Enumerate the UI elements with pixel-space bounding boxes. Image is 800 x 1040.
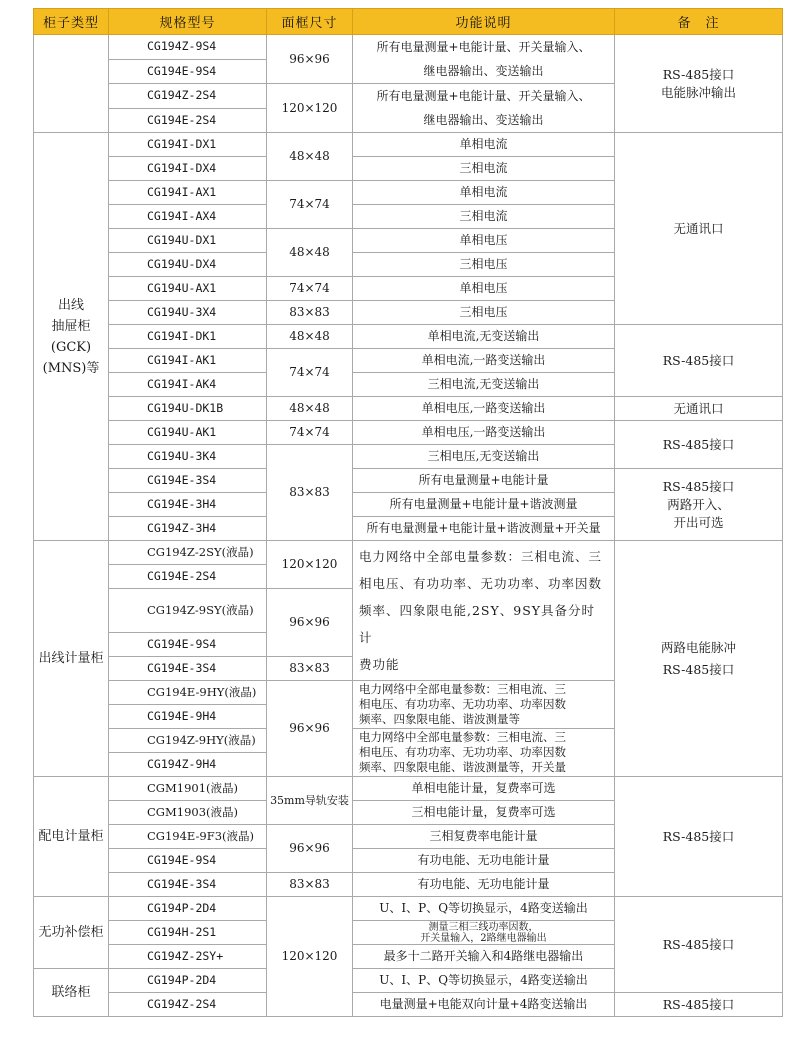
model-cell: CG194Z-2S4 xyxy=(109,84,267,109)
size-cell: 48×48 xyxy=(267,133,353,181)
model-cell: CG194U-3X4 xyxy=(109,301,267,325)
function-cell: U、I、P、Q等切换显示，4路变送输出 xyxy=(353,969,615,993)
table-row xyxy=(34,421,783,445)
model-cell: CG194E-3H4 xyxy=(109,493,267,517)
model-cell: CG194I-AK1 xyxy=(109,349,267,373)
size-cell: 120×120 xyxy=(267,84,353,133)
model-cell: CG194I-DX1 xyxy=(109,133,267,157)
model-cell: CG194E-3S4 xyxy=(109,873,267,897)
model-cell: CG194E-9S4 xyxy=(109,633,267,657)
table-row xyxy=(34,35,783,60)
model-cell: CG194E-3S4 xyxy=(109,469,267,493)
model-cell: CG194H-2S1 xyxy=(109,921,267,945)
model-cell: CG194Z-2SY+ xyxy=(109,945,267,969)
model-cell: CG194Z-9HY(液晶) xyxy=(109,729,267,753)
function-cell: 电力网络中全部电量参数：三相电流、三 相电压、有功功率、无功功率、功率因数 频率、四象限电能,2SY、9SY具备分时计 费功能 xyxy=(353,541,615,681)
size-cell: 96×96 xyxy=(267,681,353,777)
model-cell: CG194Z-2S4 xyxy=(109,993,267,1017)
header-panel-size: 面框尺寸 xyxy=(267,9,353,35)
cabinet-cell xyxy=(34,35,109,133)
model-cell: CG194E-2S4 xyxy=(109,565,267,589)
cabinet-cell: 配电计量柜 xyxy=(34,777,109,897)
function-cell: 所有电量测量+电能计量+谐波测量 xyxy=(353,493,615,517)
model-cell: CG194I-AX4 xyxy=(109,205,267,229)
function-cell: 测量三相三线功率因数， 开关量输入，2路继电器输出 xyxy=(353,921,615,945)
model-cell: CG194Z-3H4 xyxy=(109,517,267,541)
model-cell: CG194Z-9SY(液晶) xyxy=(109,589,267,633)
model-cell: CG194Z-9H4 xyxy=(109,753,267,777)
model-cell: CG194E-9H4 xyxy=(109,705,267,729)
model-cell: CG194Z-9S4 xyxy=(109,35,267,60)
function-cell: 单相电流,一路变送输出 xyxy=(353,349,615,373)
size-cell: 74×74 xyxy=(267,349,353,397)
model-cell: CG194E-2S4 xyxy=(109,108,267,133)
model-cell: CG194E-9F3(液晶) xyxy=(109,825,267,849)
note-cell: 无通讯口 xyxy=(615,397,783,421)
function-cell: 三相电压 xyxy=(353,301,615,325)
model-cell: CGM1901(液晶) xyxy=(109,777,267,801)
function-cell: 单相电流 xyxy=(353,133,615,157)
model-cell: CG194U-3K4 xyxy=(109,445,267,469)
model-cell: CG194E-9HY(液晶) xyxy=(109,681,267,705)
function-cell: 单相电压 xyxy=(353,277,615,301)
function-cell: 三相电能计量，复费率可选 xyxy=(353,801,615,825)
model-cell: CGM1903(液晶) xyxy=(109,801,267,825)
note-cell: RS-485接口 xyxy=(615,325,783,397)
header-row xyxy=(34,9,783,35)
model-cell: CG194U-AK1 xyxy=(109,421,267,445)
size-cell: 83×83 xyxy=(267,657,353,681)
spec-table xyxy=(33,8,783,1017)
cabinet-cell: 出线 抽屉柜 (GCK) (MNS)等 xyxy=(34,133,109,541)
function-cell: 单相电能计量，复费率可选 xyxy=(353,777,615,801)
function-cell: 电量测量+电能双向计量+4路变送输出 xyxy=(353,993,615,1017)
model-cell: CG194I-DX4 xyxy=(109,157,267,181)
table-row xyxy=(34,325,783,349)
function-cell: U、I、P、Q等切换显示，4路变送输出 xyxy=(353,897,615,921)
note-cell: RS-485接口 xyxy=(615,421,783,469)
table-row xyxy=(34,397,783,421)
cabinet-cell: 出线计量柜 xyxy=(34,541,109,777)
size-cell: 96×96 xyxy=(267,35,353,84)
note-cell: RS-485接口 xyxy=(615,993,783,1017)
note-cell: RS-485接口 电能脉冲输出 xyxy=(615,35,783,133)
size-cell: 83×83 xyxy=(267,301,353,325)
function-cell: 单相电流 xyxy=(353,181,615,205)
function-cell: 所有电量测量+电能计量、开关量输入、 继电器输出、变送输出 xyxy=(353,84,615,133)
function-cell: 单相电流,无变送输出 xyxy=(353,325,615,349)
table-row xyxy=(34,993,783,1017)
table-row xyxy=(34,469,783,493)
size-cell: 120×120 xyxy=(267,541,353,589)
function-cell: 三相电流 xyxy=(353,157,615,181)
function-cell: 三相电流 xyxy=(353,205,615,229)
table-row xyxy=(34,777,783,801)
model-cell: CG194P-2D4 xyxy=(109,969,267,993)
model-cell: CG194Z-2SY(液晶) xyxy=(109,541,267,565)
size-cell: 74×74 xyxy=(267,421,353,445)
header-function: 功能说明 xyxy=(353,9,615,35)
size-cell: 74×74 xyxy=(267,181,353,229)
model-cell: CG194E-9S4 xyxy=(109,59,267,84)
model-cell: CG194P-2D4 xyxy=(109,897,267,921)
function-cell: 所有电量测量+电能计量 xyxy=(353,469,615,493)
size-cell: 83×83 xyxy=(267,873,353,897)
note-cell: 两路电能脉冲 RS-485接口 xyxy=(615,541,783,777)
function-cell: 单相电压 xyxy=(353,229,615,253)
function-cell: 最多十二路开关输入和4路继电器输出 xyxy=(353,945,615,969)
table-row xyxy=(34,897,783,921)
function-cell: 三相电流,无变送输出 xyxy=(353,373,615,397)
header-model: 规格型号 xyxy=(109,9,267,35)
table-row xyxy=(34,133,783,157)
note-cell: 无通讯口 xyxy=(615,133,783,325)
model-cell: CG194I-AK4 xyxy=(109,373,267,397)
model-cell: CG194I-DK1 xyxy=(109,325,267,349)
function-cell: 单相电压,一路变送输出 xyxy=(353,421,615,445)
size-cell: 120×120 xyxy=(267,897,353,1017)
function-cell: 电力网络中全部电量参数：三相电流、三 相电压、有功功率、无功功率、功率因数 频率、四象限电能、谐波测量等 xyxy=(353,681,615,729)
size-cell: 83×83 xyxy=(267,445,353,541)
size-cell: 96×96 xyxy=(267,825,353,873)
model-cell: CG194E-3S4 xyxy=(109,657,267,681)
size-cell: 48×48 xyxy=(267,229,353,277)
function-cell: 三相电压 xyxy=(353,253,615,277)
function-cell: 电力网络中全部电量参数：三相电流、三 相电压、有功功率、无功功率、功率因数 频率、四象限电能、谐波测量等，开关量 xyxy=(353,729,615,777)
model-cell: CG194I-AX1 xyxy=(109,181,267,205)
function-cell: 有功电能、无功电能计量 xyxy=(353,849,615,873)
size-cell: 48×48 xyxy=(267,325,353,349)
size-cell: 96×96 xyxy=(267,589,353,657)
function-cell: 三相复费率电能计量 xyxy=(353,825,615,849)
spec-table-container xyxy=(33,8,782,1012)
table-row xyxy=(34,541,783,565)
function-cell: 有功电能、无功电能计量 xyxy=(353,873,615,897)
function-cell: 所有电量测量+电能计量、开关量输入、 继电器输出、变送输出 xyxy=(353,35,615,84)
header-cabinet-type: 柜子类型 xyxy=(34,9,109,35)
size-cell: 35mm导轨安装 xyxy=(267,777,353,825)
cabinet-cell: 联络柜 xyxy=(34,969,109,1017)
header-remarks: 备 注 xyxy=(615,9,783,35)
cabinet-cell: 无功补偿柜 xyxy=(34,897,109,969)
function-cell: 所有电量测量+电能计量+谐波测量+开关量 xyxy=(353,517,615,541)
size-cell: 74×74 xyxy=(267,277,353,301)
model-cell: CG194U-DX1 xyxy=(109,229,267,253)
function-cell: 三相电压,无变送输出 xyxy=(353,445,615,469)
model-cell: CG194U-AX1 xyxy=(109,277,267,301)
note-cell: RS-485接口 两路开入、 开出可选 xyxy=(615,469,783,541)
note-cell: RS-485接口 xyxy=(615,777,783,897)
model-cell: CG194E-9S4 xyxy=(109,849,267,873)
model-cell: CG194U-DX4 xyxy=(109,253,267,277)
note-cell: RS-485接口 xyxy=(615,897,783,993)
function-cell: 单相电压,一路变送输出 xyxy=(353,397,615,421)
model-cell: CG194U-DK1B xyxy=(109,397,267,421)
size-cell: 48×48 xyxy=(267,397,353,421)
